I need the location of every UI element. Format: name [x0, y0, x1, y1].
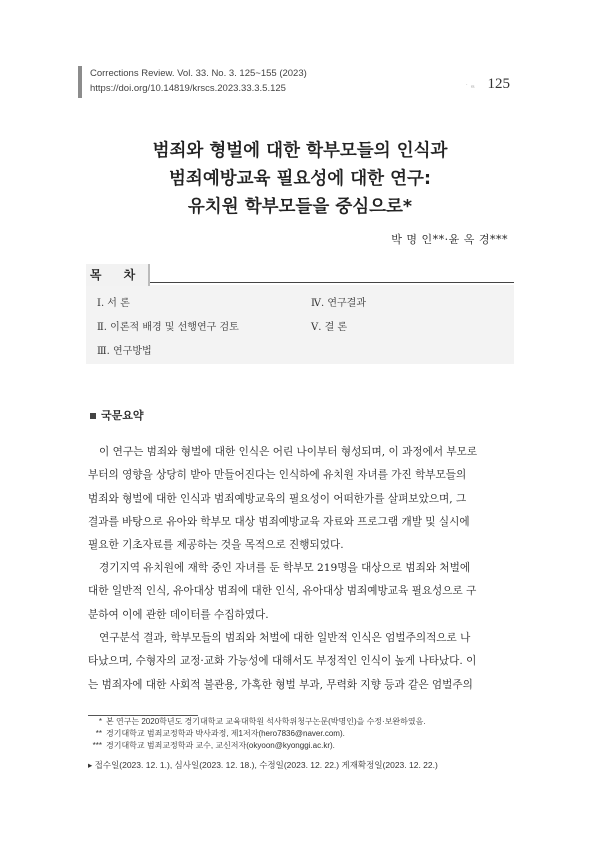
footnote — [88, 740, 335, 751]
journal-info — [90, 66, 307, 96]
text-line: 타났으며, 수형자의 교정·교화 가능성에 대해서도 부정적인 인식이 높게 나타났다. 이 — [88, 655, 477, 668]
toc-divider — [86, 282, 514, 283]
doi-link[interactable]: https://doi.org/10.14819/krscs.2023.33.3.5.125 — [90, 83, 286, 94]
submission-dates-text: 접수일(2023. 12. 1.), 심사일(2023. 12. 18.), 수정일(2023. 12. 22.) 게재확정일(2023. 12. 22.) — [94, 760, 438, 770]
footnote-mark: *** — [92, 741, 102, 750]
footnote-text: 본 연구는 2020학년도 경기대학교 교육대학원 석사학위청구논문(박명인)을 수정·보완하였음. — [106, 717, 426, 726]
page-number-value: 125 — [487, 76, 510, 92]
abstract-paragraph-1 — [88, 441, 516, 557]
title-line-1: 범죄와 형벌에 대한 학부모들의 인식과 — [152, 141, 448, 161]
abstract-heading — [90, 407, 144, 423]
abstract-paragraph-3 — [88, 627, 516, 697]
square-bullet-icon — [90, 413, 96, 419]
text-line: 경기지역 유치원에 재학 중인 자녀를 둔 학부모 219명을 대상으로 범죄와 처벌에 — [99, 562, 471, 574]
toc-item[interactable]: Ⅱ. 이론적 배경 및 선행연구 검토 — [97, 322, 239, 333]
toc-label: 목 차 — [86, 264, 150, 286]
text-line: 부터의 영향을 상당히 받아 만들어진다는 인식하에 유치원 자녀를 가진 학부모들의 — [88, 469, 467, 482]
page-mark: ᆞᆯ — [463, 83, 476, 90]
toc-item[interactable]: Ⅲ. 연구방법 — [97, 346, 152, 357]
abstract-paragraph-2 — [88, 557, 516, 627]
footnote-text: 경기대학교 범죄교정학과 박사과정, 제1저자(hero7836@naver.com). — [106, 729, 345, 738]
title-line-3: 유치원 학부모들을 중심으로* — [187, 197, 413, 217]
title-line-2: 범죄예방교육 필요성에 대한 연구: — [169, 169, 431, 189]
page-number — [464, 76, 510, 93]
text-line: 분하여 이에 관한 데이터를 수집하였다. — [88, 608, 269, 621]
text-line: 결과를 바탕으로 유아와 학부모 대상 범죄예방교육 자료와 프로그램 개발 및 실시에 — [88, 515, 470, 528]
text-line: 이 연구는 범죄와 형벌에 대한 인식은 어린 나이부터 형성되며, 이 과정에서 부모로 — [99, 446, 478, 458]
footnote — [88, 716, 426, 727]
header-accent-bar — [78, 66, 82, 98]
footnote — [88, 728, 345, 739]
abstract-heading-text: 국문요약 — [101, 409, 144, 422]
text-line: 필요한 기초자료를 제공하는 것을 목적으로 진행되었다. — [88, 539, 344, 552]
triangle-bullet-icon: ▸ — [88, 760, 95, 770]
text-line: 범죄와 형벌에 대한 인식과 범죄예방교육의 필요성이 어떠한가를 살펴보았으며, 그 — [88, 492, 467, 505]
paper-title — [0, 137, 600, 221]
text-line: 대한 일반적 인식, 유아대상 범죄에 대한 인식, 유아대상 범죄예방교육 필요성으로 구 — [88, 585, 477, 598]
text-line: 는 범죄자에 대한 사회적 불관용, 가혹한 형벌 부과, 무력화 지향 등과 같은 엄벌주의 — [88, 678, 473, 691]
toc-item[interactable]: Ⅳ. 연구결과 — [311, 298, 366, 309]
footnote-text: 경기대학교 범죄교정학과 교수, 교신저자(okyoon@kyonggi.ac.kr). — [106, 741, 335, 750]
footnote-mark: * — [98, 717, 102, 726]
authors: 박 명 인**·윤 옥 경*** — [391, 233, 508, 246]
toc-item[interactable]: Ⅰ. 서 론 — [97, 298, 130, 309]
journal-citation: Corrections Review. Vol. 33. No. 3. 125~155 (2023) — [90, 68, 307, 79]
submission-dates — [88, 759, 438, 771]
text-line: 연구분석 결과, 학부모들의 범죄와 처벌에 대한 일반적 인식은 엄벌주의적으로 나 — [99, 632, 471, 644]
footnote-mark: ** — [95, 729, 102, 738]
toc-item[interactable]: Ⅴ. 결 론 — [311, 322, 348, 333]
